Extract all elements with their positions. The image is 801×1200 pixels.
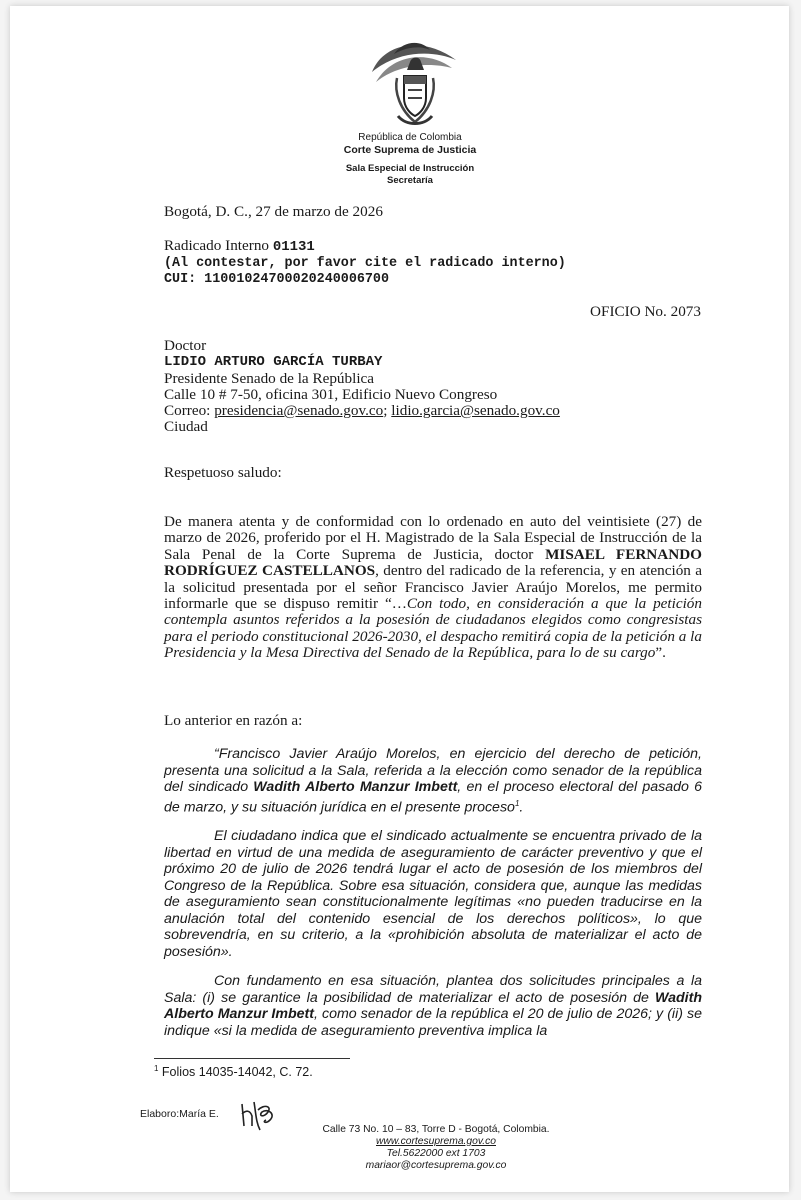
radicado-label: Radicado Interno [164,237,270,254]
footer-website-link[interactable]: www.cortesuprema.gov.co [376,1136,496,1147]
footer-contact [306,1124,566,1172]
footnote-divider [154,1058,350,1059]
paragraph-main [164,514,702,662]
quote-1-text-2: , en el proceso electoral del pasado 6 de marzo, y su situación jurídica en el presente proceso [164,779,702,816]
quote-paragraph-1 [164,746,702,816]
prepared-by: Elaboro:María E. [140,1108,219,1120]
document-page [10,6,789,1192]
greeting: Respetuoso saludo: [164,464,282,481]
footer-address: Calle 73 No. 10 – 83, Torre D - Bogotá, Colombia. [322,1124,550,1135]
recipient-email-line [164,403,702,419]
quote-1-end: . [519,799,524,816]
radicado-line [164,238,702,255]
footnote-reference: 1 [514,798,520,808]
recipient-title: Doctor [164,337,207,354]
coat-of-arms-logo [364,32,464,136]
email-link-lidio[interactable]: lidio.garcia@senado.gov.co [391,402,560,419]
footnote-number: 1 [154,1064,159,1073]
quote-3-text-2: , como senador de la república el 20 de julio de 2026; y (ii) se indique «si la medida de aseguramiento preventiva implica la [164,1006,702,1039]
cui-number: CUI: 11001024700020240006700 [164,272,389,287]
email-label: Correo: [164,402,211,419]
footnote [154,1064,313,1079]
letterhead-country: República de Colombia [358,132,462,143]
paragraph-main-text-1: De manera atenta y de conformidad con lo ordenado en auto del veintisiete (27) de marzo de 2026, proferido por el H. Magistrado de la Sala Especial de Instrucción de la Sala Penal de la Corte Suprema de Justicia, doctor [164,513,702,563]
recipient-address: Calle 10 # 7-50, oficina 301, Edificio Nuevo Congreso [164,386,498,403]
quote-paragraph-2: El ciudadano indica que el sindicado actualmente se encuentra privado de la libertad en virtud de una medida de aseguramiento de carácter preventivo y que el próximo 20 de julio de 2026 tendrá lugar el acto de posesión de los miembros del Congreso de la República. Sobre esa situación, considera que, aunque las medidas de aseguramiento sean constitucionalmente legítimas «no pueden traducirse en la anulación total del contenido esencial de los derechos políticos», lo que sobrevendría, en su criterio, a la «prohibición absoluta de materializar el acto de posesión». [164,828,702,960]
reason-intro: Lo anterior en razón a: [164,712,303,729]
letterhead-court: Corte Suprema de Justicia [343,144,477,156]
paragraph-main-text-2: , dentro del radicado de la referencia, y en atención a la solicitud presentada por el señor Francisco Javier Araújo Morelos, me permito informarle que se dispuso remitir “… [164,562,702,613]
initials-signature [236,1096,280,1136]
paragraph-main-quote: Con todo, en consideración a que la petición contempla asuntos referidos a la posesión de ciudadanos elegidos como congresistas para el periodo constitucional 2026-2030, el despacho remitirá copia de la petición a la Presidencia y la Mesa Directiva del Senado de la República, para lo de su cargo [164,595,702,662]
quote-1-name: Wadith Alberto Manzur Imbett [253,779,458,795]
letterhead-office: Secretaría [387,175,433,186]
quote-3-name: Wadith Alberto Manzur Imbett [164,989,702,1022]
footnote-text: Folios 14035-14042, C. 72. [158,1065,313,1080]
recipient-position: Presidente Senado de la República [164,370,375,387]
magistrate-name: MISAEL FERNANDO RODRÍGUEZ CASTELLANOS [164,545,702,580]
quote-1-text-1: “Francisco Javier Araújo Morelos, en ejercicio del derecho de petición, presenta una solicitud a la Sala, referida a la elección como senador de la república del sindicado [164,746,702,795]
place-date: Bogotá, D. C., 27 de marzo de 2026 [164,203,383,220]
recipient-city: Ciudad [164,418,208,435]
quote-3-text-1: Con fundamento en esa situación, plantea dos solicitudes principales a la Sala: (i) se garantice la posibilidad de materializar el acto de posesión de [164,973,702,1006]
quote-paragraph-3 [164,973,702,1039]
radicado-number: 01131 [272,239,315,255]
recipient-name: LIDIO ARTURO GARCÍA TURBAY [164,354,383,370]
oficio-number: OFICIO No. 2073 [590,303,701,320]
email-separator: ; [383,402,388,419]
footer-email: mariaor@cortesuprema.gov.co [365,1160,507,1171]
footer-phone: Tel.5622000 ext 1703 [386,1148,486,1159]
letterhead-chamber: Sala Especial de Instrucción [345,163,475,174]
email-link-presidencia[interactable]: presidencia@senado.gov.co [214,402,384,419]
reply-note: (Al contestar, por favor cite el radicado interno) [164,256,566,271]
paragraph-main-end: ”. [655,644,666,662]
